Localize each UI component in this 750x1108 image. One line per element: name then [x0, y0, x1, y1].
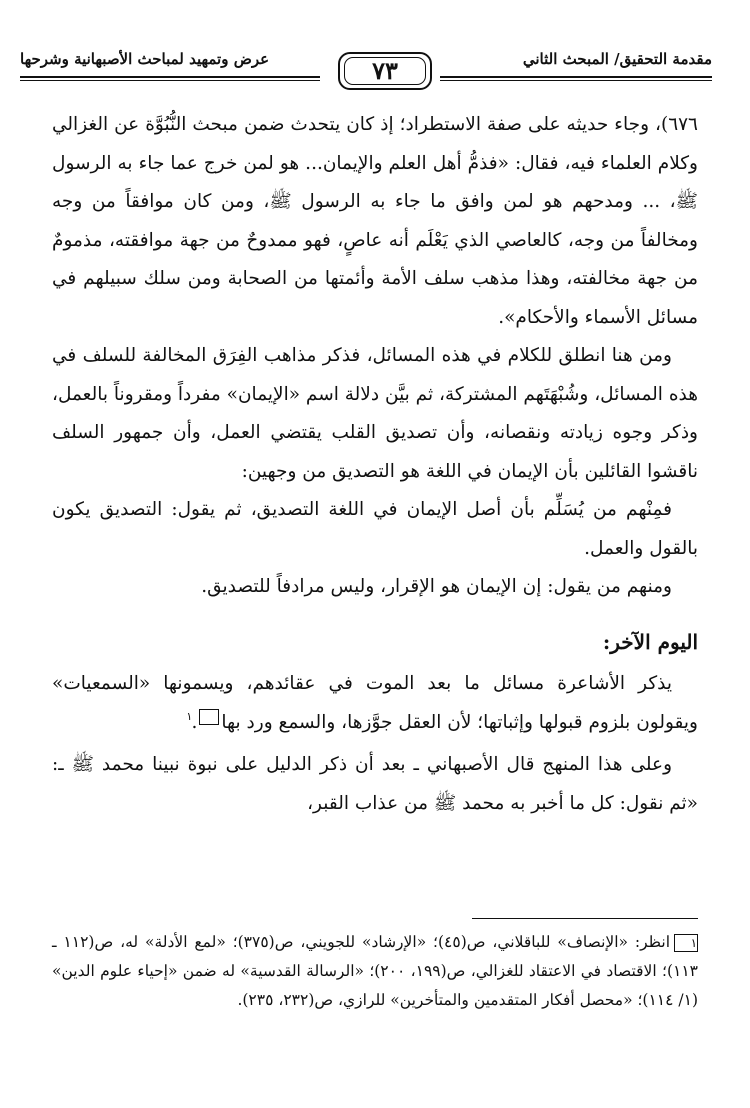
- page-number: ٧٣: [372, 56, 398, 85]
- header-book-title: عرض وتمهيد لمباحث الأصبهانية وشرحها: [20, 50, 270, 68]
- paragraph: ومنهم من يقول: إن الإيمان هو الإقرار، وليس مرادفاً للتصديق.: [201, 576, 672, 597]
- paragraph: ٦٧٦)، وجاء حديثه على صفة الاستطراد؛ إذ كان يتحدث ضمن مبحث النُّبُوَّة عن الغزالي وكلام العلماء فيه، فقال: «فذمُّ أهل العلم والإيمان... هو لمن خرج عما جاء به الرسول ﷺ، ... ومدحهم هو لمن وافق ما جاء به الرسول ﷺ، ومن كان موافقاً من وجه ومخالفاً من وجه، كالعاصي الذي يَعْلَم أنه عاصٍ، فهو ممدوحٌ من جهة موافقته، مذمومٌ من جهة مخالفته، وهذا مذهب سلف الأمة وأئمتها من الصحابة ومن سلك سبيلهم في مسائل الأسماء والأحكام».: [52, 114, 698, 328]
- header-rule-left-thin: [20, 80, 320, 81]
- paragraph: [52, 665, 698, 742]
- header-rule-left: [20, 76, 320, 78]
- header-rule-right-thin: [440, 80, 712, 81]
- page-number-frame: [338, 52, 432, 90]
- paragraph: فمِنْهم من يُسَلِّم بأن أصل الإيمان في اللغة التصديق، ثم يقول: التصديق يكون بالقول والعمل.: [52, 499, 698, 559]
- paragraph: وعلى هذا المنهج قال الأصبهاني ـ بعد أن ذكر الدليل على نبوة نبينا محمد ﷺ ـ: «ثم نقول: كل ما أخبر به محمد ﷺ من عذاب القبر،: [52, 754, 698, 814]
- paragraph-end: .: [191, 711, 198, 733]
- footnote-separator: [472, 918, 698, 919]
- footnote-text: انظر: «الإنصاف» للباقلاني، ص(٤٥)؛ «الإرشاد» للجويني، ص(٣٧٥)؛ «لمع الأدلة» له، ص(١١٢ ـ ١١٣)؛ الاقتصاد في الاعتقاد للغزالي، ص(١٩٩، ٢٠٠)؛ «الرسالة القدسية» له ضمن «إحياء علوم الدين» (١/ ١١٤)؛ «محصل أفكار المتقدمين والمتأخرين» للرازي، ص(٢٣٢، ٢٣٥).: [52, 933, 698, 1009]
- footnote-entry: [52, 928, 698, 1015]
- header-chapter-title: مقدمة التحقيق/ المبحث الثاني: [522, 50, 712, 68]
- body-text: [52, 106, 698, 823]
- running-header: [20, 50, 712, 94]
- footnote: [52, 928, 698, 1015]
- section-heading: اليوم الآخر:: [602, 629, 698, 654]
- header-rule-right: [440, 76, 712, 78]
- paragraph: ومن هنا انطلق للكلام في هذه المسائل، فذكر مذاهب الفِرَق المخالفة للسلف في هذه المسائل، وشُبْهَتَهم المشتركة، ثم بيَّن دلالة اسم «الإيمان» مفرداً ومقروناً بالعمل، وذكر وجوه زيادته ونقصانه، وأن تصديق القلب يقتضي العمل، وأن جمهور السلف ناقشوا القائلين بأن الإيمان في اللغة هو التصديق من وجهين:: [52, 345, 698, 482]
- paragraph-text: يذكر الأشاعرة مسائل ما بعد الموت في عقائدهم، ويسمونها «السمعيات» ويقولون بلزوم قبولها وإثباتها؛ لأن العقل جوَّزها، والسمع ورد بها: [52, 673, 698, 733]
- footnote-marker: ١: [674, 934, 698, 952]
- footnote-reference[interactable]: ١: [199, 709, 219, 725]
